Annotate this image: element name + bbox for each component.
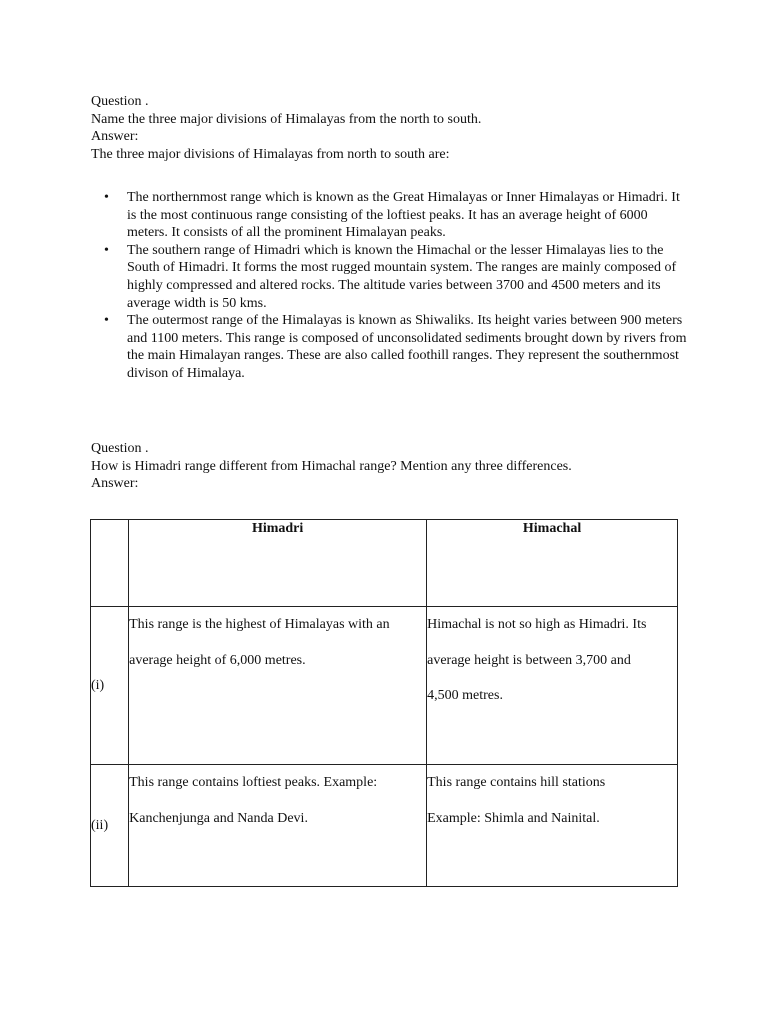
answer-1-label: Answer: (91, 129, 139, 145)
row-number: (ii) (91, 765, 129, 887)
question-2 (91, 440, 691, 493)
question-1-label: Question . (91, 94, 149, 109)
himachal-cell (427, 607, 678, 765)
cell-line: average height of 6,000 metres. (129, 652, 306, 668)
header-himachal: Himachal (427, 520, 678, 607)
table-row (91, 765, 678, 887)
list-item: • The southern range of Himadri which is known the Himachal or the lesser Himalayas lies to the South of Himadri. It forms the most rugged mountain system. The ranges are mainly composed of highly compressed and altered rocks. The altitude varies between 3700 and 4500 meters and its average width is 50 kms. (91, 242, 691, 312)
cell-line: This range is the highest of Himalayas with an (129, 617, 390, 632)
question-1-text: Name the three major divisions of Himalayas from the north to south. (91, 111, 482, 127)
list-item: • The northernmost range which is known as the Great Himalayas or Inner Himalayas or Himadri. It is the most continuous range consisting of the loftiest peaks. It has an average height of 6000 meters. It consists of all the prominent Himalayan peaks. (91, 189, 691, 242)
question-2-text: How is Himadri range different from Himachal range? Mention any three differences. (91, 458, 572, 474)
divisions-list (91, 189, 691, 383)
table-header-row (91, 520, 678, 607)
himadri-cell (129, 765, 427, 887)
cell-line: Kanchenjunga and Nanda Devi. (129, 810, 308, 826)
answer-2-label: Answer: (91, 476, 139, 492)
himachal-cell (427, 765, 678, 887)
header-himadri: Himadri (129, 520, 427, 607)
cell-line: This range contains loftiest peaks. Example: (129, 775, 378, 790)
answer-1-intro: The three major divisions of Himalayas from north to south are: (91, 146, 450, 162)
cell-line: This range contains hill stations (427, 775, 606, 790)
header-blank (91, 520, 129, 607)
table-row (91, 607, 678, 765)
cell-line: Example: Shimla and Nainital. (427, 810, 600, 826)
cell-line: 4,500 metres. (427, 688, 503, 703)
list-item: • The outermost range of the Himalayas is known as Shiwaliks. Its height varies between 900 meters and 1100 meters. This range is composed of unconsolidated sediments brought down by rivers from the main Himalayan ranges. These are also called foothill ranges. They represent the southernmost divison of Himalaya. (91, 312, 691, 382)
himadri-cell (129, 607, 427, 765)
cell-line: average height is between 3,700 and (427, 652, 631, 668)
cell-line: Himachal is not so high as Himadri. Its (427, 617, 647, 632)
question-2-label: Question . (91, 441, 149, 456)
question-1 (91, 93, 691, 163)
row-number: (i) (91, 607, 129, 765)
comparison-table (90, 519, 678, 887)
